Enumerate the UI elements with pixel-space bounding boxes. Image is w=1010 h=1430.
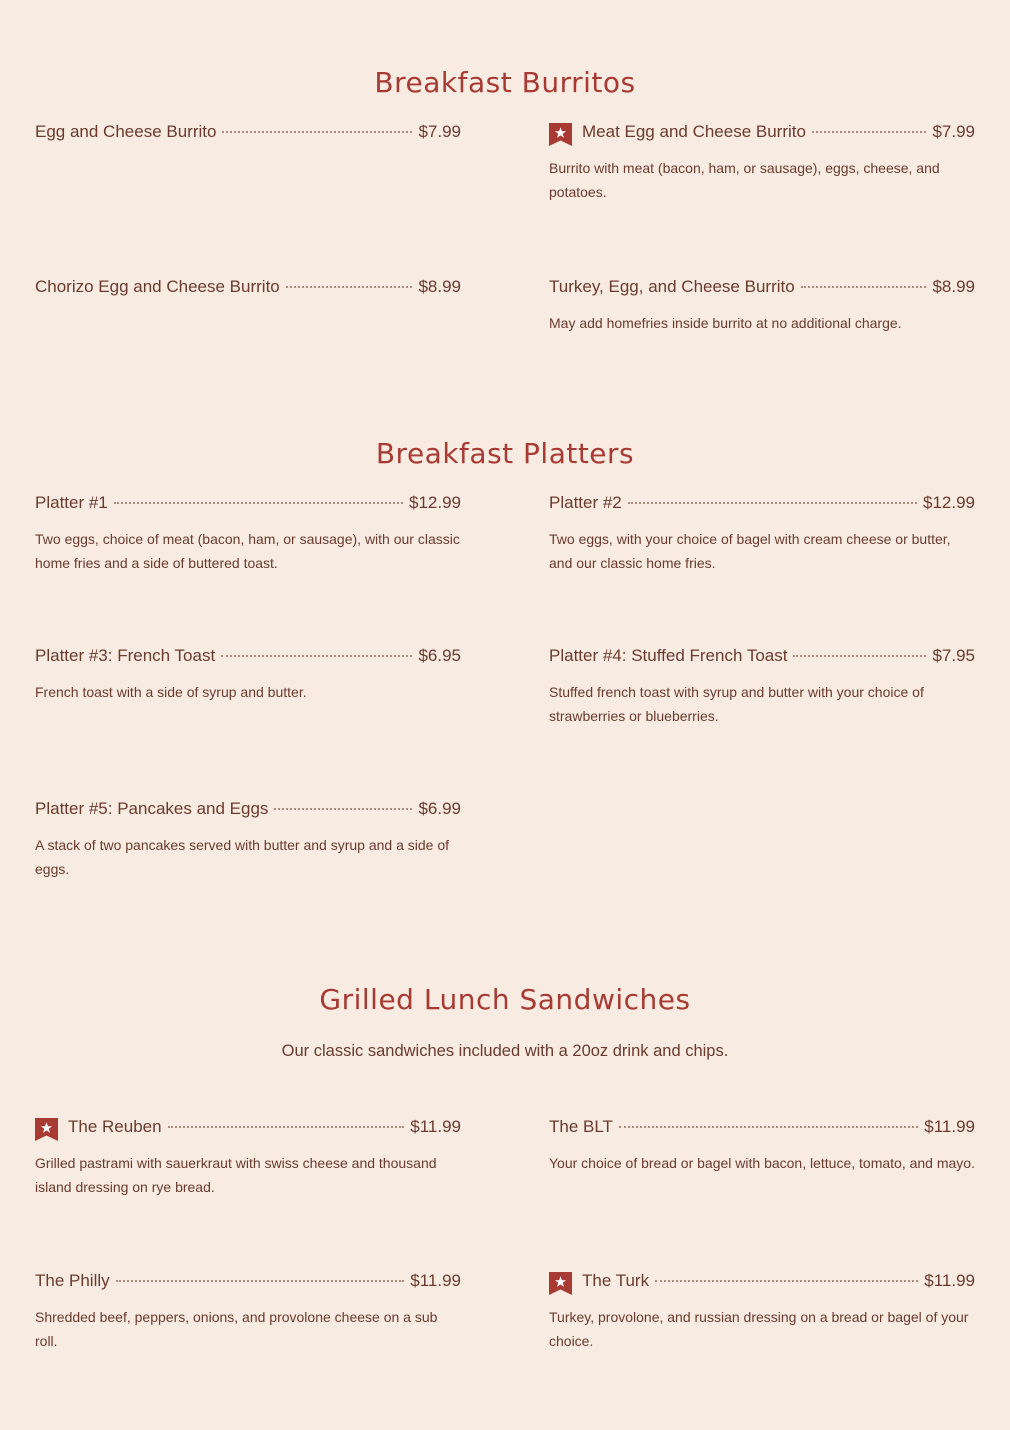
item-name: Platter #4: Stuffed French Toast xyxy=(549,646,788,665)
item-price: $7.95 xyxy=(932,646,975,665)
section-breakfast-platters xyxy=(35,436,975,881)
menu-item[interactable] xyxy=(549,275,975,335)
item-price: $12.99 xyxy=(409,493,461,512)
star-badge-icon xyxy=(35,1118,58,1141)
section-title: Breakfast Platters xyxy=(375,437,635,470)
item-description: Burrito with meat (bacon, ham, or sausage), eggs, cheese, and potatoes. xyxy=(549,160,940,200)
item-price: $6.99 xyxy=(418,799,461,818)
item-name: Platter #2 xyxy=(549,493,622,512)
item-description: Two eggs, with your choice of bagel with cream cheese or butter, and our classic home fries. xyxy=(549,531,951,571)
menu-item[interactable] xyxy=(35,275,461,335)
dot-leader xyxy=(628,502,917,504)
item-description: Your choice of bread or bagel with bacon, lettuce, tomato, and mayo. xyxy=(549,1155,975,1171)
item-name: The Philly xyxy=(35,1271,110,1290)
item-name: Platter #5: Pancakes and Eggs xyxy=(35,799,269,818)
star-badge-icon xyxy=(549,1272,572,1295)
item-price: $7.99 xyxy=(932,122,975,141)
dot-leader xyxy=(286,286,413,288)
item-name: Egg and Cheese Burrito xyxy=(35,122,217,141)
item-name: Platter #3: French Toast xyxy=(35,646,216,665)
item-price: $11.99 xyxy=(924,1271,975,1290)
item-price: $11.99 xyxy=(924,1117,975,1136)
section-subtitle: Our classic sandwiches included with a 20oz drink and chips. xyxy=(281,1042,729,1060)
menu-item[interactable] xyxy=(549,1269,975,1353)
item-description: French toast with a side of syrup and butter. xyxy=(35,684,307,700)
menu-item[interactable] xyxy=(549,1115,975,1269)
dot-leader xyxy=(221,655,412,657)
dot-leader xyxy=(801,286,927,288)
dot-leader xyxy=(274,808,412,810)
menu-item[interactable] xyxy=(35,491,461,644)
dot-leader xyxy=(812,131,926,133)
menu-item[interactable] xyxy=(35,1269,461,1353)
dot-leader xyxy=(116,1280,405,1282)
item-name: The Turk xyxy=(582,1271,650,1290)
menu-item[interactable] xyxy=(35,797,461,881)
menu-item[interactable] xyxy=(549,120,975,275)
item-name: Chorizo Egg and Cheese Burrito xyxy=(35,277,280,296)
menu-item[interactable] xyxy=(549,644,975,797)
item-description: Shredded beef, peppers, onions, and provolone cheese on a sub roll. xyxy=(35,1309,438,1349)
item-name: Meat Egg and Cheese Burrito xyxy=(582,122,806,141)
item-name: The Reuben xyxy=(68,1117,162,1136)
menu-item[interactable] xyxy=(35,120,461,275)
item-description: Stuffed french toast with syrup and butter with your choice of strawberries or blueberries. xyxy=(549,684,924,724)
item-description: Grilled pastrami with sauerkraut with swiss cheese and thousand island dressing on rye bread. xyxy=(35,1155,437,1195)
item-name: The BLT xyxy=(549,1117,613,1136)
item-description: A stack of two pancakes served with butter and syrup and a side of eggs. xyxy=(35,837,450,877)
section-title: Breakfast Burritos xyxy=(374,66,636,99)
item-price: $8.99 xyxy=(932,277,975,296)
section-grilled-lunch-sandwiches xyxy=(35,982,975,1353)
item-price: $11.99 xyxy=(410,1271,461,1290)
item-description: Two eggs, choice of meat (bacon, ham, or sausage), with our classic home fries and a side of buttered toast. xyxy=(35,531,460,571)
dot-leader xyxy=(168,1126,405,1128)
dot-leader xyxy=(655,1280,918,1282)
item-description: Turkey, provolone, and russian dressing on a bread or bagel of your choice. xyxy=(549,1309,969,1349)
section-title: Grilled Lunch Sandwiches xyxy=(319,983,691,1016)
section-breakfast-burritos xyxy=(35,65,975,335)
dot-leader xyxy=(793,655,926,657)
item-price: $8.99 xyxy=(418,277,461,296)
dot-leader xyxy=(222,131,412,133)
menu-item[interactable] xyxy=(35,644,461,797)
star-badge-icon xyxy=(549,123,572,146)
item-description: May add homefries inside burrito at no additional charge. xyxy=(549,315,902,331)
item-price: $11.99 xyxy=(410,1117,461,1136)
menu-item[interactable] xyxy=(549,491,975,644)
item-price: $7.99 xyxy=(418,122,461,141)
dot-leader xyxy=(619,1126,918,1128)
dot-leader xyxy=(114,502,403,504)
item-price: $6.95 xyxy=(418,646,461,665)
item-name: Turkey, Egg, and Cheese Burrito xyxy=(549,277,795,296)
item-price: $12.99 xyxy=(923,493,975,512)
item-name: Platter #1 xyxy=(35,493,108,512)
menu-item[interactable] xyxy=(35,1115,461,1269)
